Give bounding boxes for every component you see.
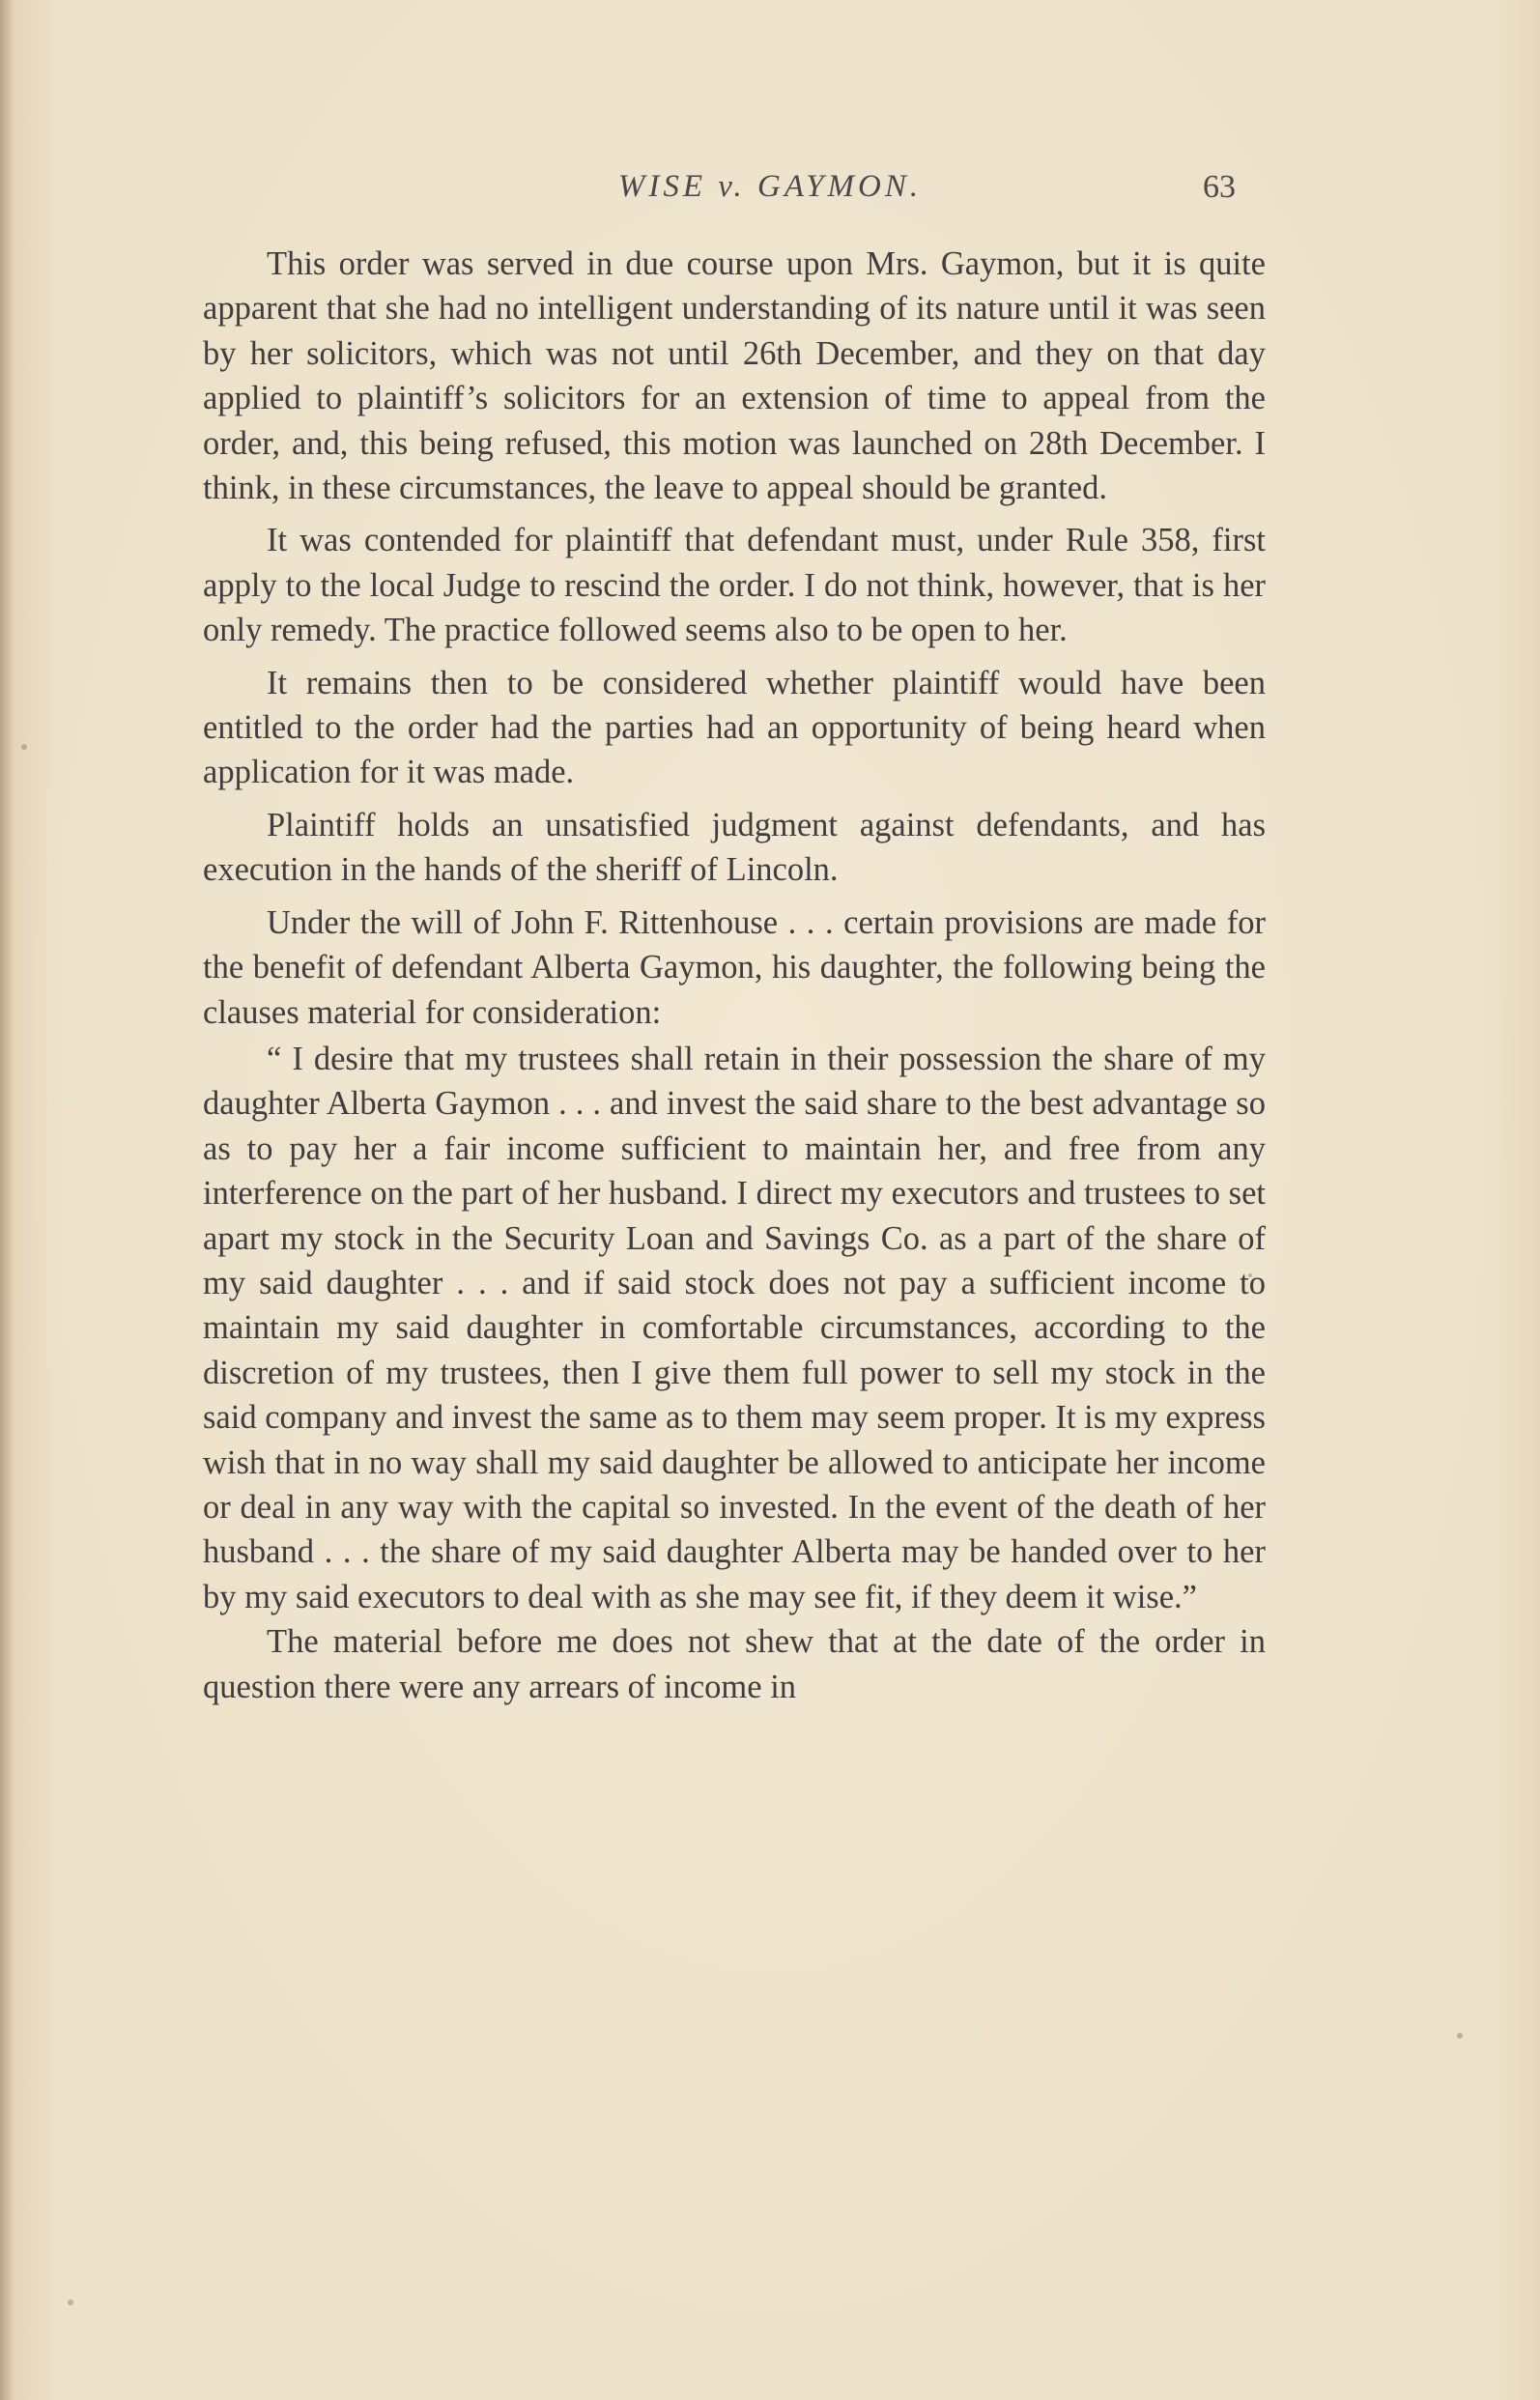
paragraph-will-quotation: “ I desire that my trustees shall retain in their possession the share of my daughter Alberta Gaymon . . . and invest the said share to the best advantage so as to pay her a fair income sufficient to maintain her, and free from any interference on the part of her husband. I direct my executors and trustees to set apart my stock in the Security Loan and Savings Co. as a part of the share of my said daughter . . . and if said stock does not pay a sufficient income to maintain my said daughter in comfortable circumstances, according to the discretion of my trustees, then I give them full power to sell my stock in the said company and invest the same as to them may seem proper. It is my express wish that in no way shall my said daughter be allowed to anticipate her income or deal in any way with the capital so invested. In the event of the death of her husband . . . the share of my said daughter Alberta may be handed over to her by my said executors to deal with as she may see fit, if they deem it wise.” — [203, 1040, 1266, 1615]
body-text — [203, 242, 1266, 1717]
paragraph-material: The material before me does not shew that at the date of the order in question there were any arrears of income in — [203, 1623, 1266, 1705]
binding-shadow — [0, 0, 14, 2400]
paragraph-order-served: This order was served in due course upon Mrs. Gaymon, but it is quite apparent that she had no intelligent understanding of its nature until it was seen by her solicitors, which was not until 26th December, and they on that day applied to plaintiff’s solicitors for an extension of time to appeal from the order, and, this being refused, this motion was launched on 28th December. I think, in these circumstances, the leave to appeal should be granted. — [203, 245, 1266, 507]
paper-speck — [21, 744, 27, 750]
paragraph-judgment: Plaintiff holds an unsatisfied judgment against defendants, and has execution in the hands of the sheriff of Lincoln. — [203, 806, 1266, 889]
running-head — [0, 169, 1540, 217]
paragraph-will: Under the will of John F. Rittenhouse . . . certain provisions are made for the benefit of defendant Alberta Gaymon, his daughter, the following being the clauses material for consideration: — [203, 903, 1266, 1031]
paper-speck — [1457, 2033, 1463, 2039]
page-number: 63 — [1203, 169, 1236, 205]
paragraph-rule-358: It was contended for plaintiff that defendant must, under Rule 358, first apply to the local Judge to rescind the order. I do not think, however, that is her only remedy. The practice followed seems also to be open to her. — [203, 522, 1266, 649]
running-title: WISE v. GAYMON. — [617, 169, 923, 204]
paragraph-entitlement: It remains then to be considered whether plaintiff would have been entitled to the order had the parties had an opportunity of being heard when application for it was made. — [203, 664, 1266, 791]
paper-speck — [68, 2300, 73, 2305]
paper-speck — [1248, 1273, 1252, 1277]
